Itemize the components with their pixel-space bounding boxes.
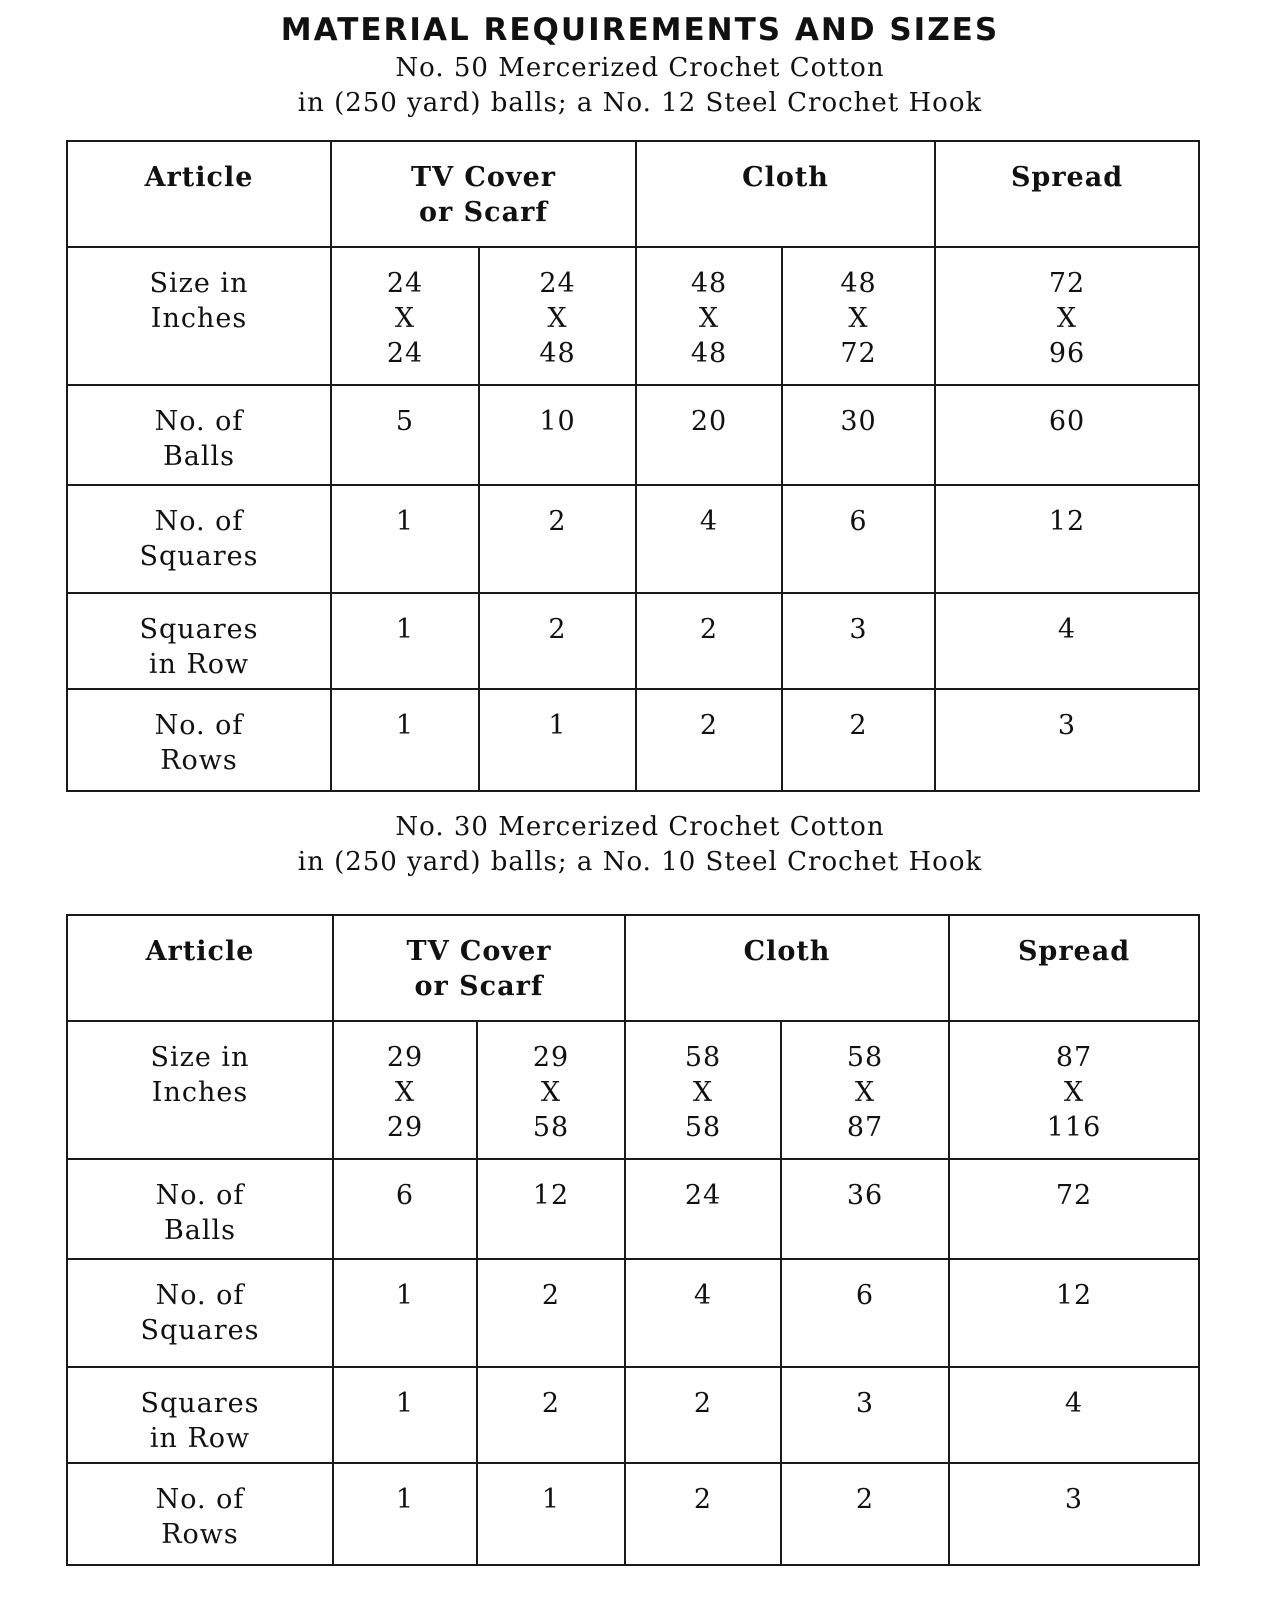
header-cloth: Cloth: [636, 141, 935, 247]
subtitle-line: in (250 yard) balls; a No. 12 Steel Crochet Hook: [297, 88, 983, 118]
balls-cell: 36: [781, 1159, 949, 1259]
table-row: [67, 593, 1199, 689]
size-cell: 24 X 24: [331, 247, 479, 385]
size-cell: 29 X 58: [477, 1021, 625, 1159]
squares-cell: 4: [636, 485, 782, 593]
size-cell: 87 X 116: [949, 1021, 1199, 1159]
balls-cell: 12: [477, 1159, 625, 1259]
squares-cell: 6: [782, 485, 935, 593]
squares-cell: 12: [935, 485, 1199, 593]
header-spread: Spread: [949, 915, 1199, 1021]
balls-cell: 5: [331, 385, 479, 485]
size-cell: 48 X 48: [636, 247, 782, 385]
subtitle-line: in (250 yard) balls; a No. 10 Steel Crochet Hook: [297, 847, 983, 877]
balls-cell: 10: [479, 385, 636, 485]
balls-cell: 60: [935, 385, 1199, 485]
row-label-balls: No. of Balls: [67, 1159, 333, 1259]
size-cell: 58 X 58: [625, 1021, 781, 1159]
header-article: Article: [67, 915, 333, 1021]
rows-cell: 1: [477, 1463, 625, 1565]
squares-cell: 6: [781, 1259, 949, 1367]
balls-cell: 24: [625, 1159, 781, 1259]
row-label-squares: No. of Squares: [67, 485, 331, 593]
size-cell: 29 X 29: [333, 1021, 477, 1159]
row-label-squares: No. of Squares: [67, 1259, 333, 1367]
table-row: [67, 385, 1199, 485]
squares-in-row-cell: 2: [625, 1367, 781, 1463]
balls-cell: 72: [949, 1159, 1199, 1259]
subtitle-line: No. 30 Mercerized Crochet Cotton: [395, 812, 885, 842]
rows-cell: 1: [479, 689, 636, 791]
table-row: [67, 1463, 1199, 1565]
header-row: [67, 915, 1199, 1021]
rows-cell: 2: [782, 689, 935, 791]
header-article: Article: [67, 141, 331, 247]
squares-cell: 4: [625, 1259, 781, 1367]
header-row: [67, 141, 1199, 247]
header-spread: Spread: [935, 141, 1199, 247]
squares-in-row-cell: 2: [479, 593, 636, 689]
size-cell: 72 X 96: [935, 247, 1199, 385]
squares-in-row-cell: 2: [636, 593, 782, 689]
subtitle-line: No. 50 Mercerized Crochet Cotton: [395, 53, 885, 83]
rows-cell: 3: [935, 689, 1199, 791]
size-cell: 58 X 87: [781, 1021, 949, 1159]
table-row: [67, 485, 1199, 593]
table-row: [67, 1021, 1199, 1159]
rows-cell: 2: [636, 689, 782, 791]
size-cell: 24 X 48: [479, 247, 636, 385]
rows-cell: 1: [333, 1463, 477, 1565]
table-row: [67, 1159, 1199, 1259]
squares-cell: 1: [331, 485, 479, 593]
row-label-balls: No. of Balls: [67, 385, 331, 485]
table-row: [67, 1259, 1199, 1367]
rows-cell: 2: [781, 1463, 949, 1565]
balls-cell: 30: [782, 385, 935, 485]
squares-cell: 2: [479, 485, 636, 593]
squares-in-row-cell: 3: [782, 593, 935, 689]
balls-cell: 20: [636, 385, 782, 485]
squares-in-row-cell: 1: [333, 1367, 477, 1463]
table-row: [67, 689, 1199, 791]
row-label-size: Size in Inches: [67, 1021, 333, 1159]
requirements-table-no50: [66, 140, 1200, 792]
row-label-rows: No. of Rows: [67, 1463, 333, 1565]
size-cell: 48 X 72: [782, 247, 935, 385]
balls-cell: 6: [333, 1159, 477, 1259]
row-label-squares-in-row: Squares in Row: [67, 593, 331, 689]
section-subtitle: [0, 810, 1280, 880]
section-subtitle: [0, 51, 1280, 121]
squares-in-row-cell: 1: [331, 593, 479, 689]
header-tv-cover: TV Cover or Scarf: [333, 915, 625, 1021]
squares-in-row-cell: 3: [781, 1367, 949, 1463]
squares-in-row-cell: 4: [935, 593, 1199, 689]
squares-cell: 2: [477, 1259, 625, 1367]
header-cloth: Cloth: [625, 915, 949, 1021]
rows-cell: 2: [625, 1463, 781, 1565]
table-row: [67, 1367, 1199, 1463]
requirements-table-no30: [66, 914, 1200, 1566]
row-label-squares-in-row: Squares in Row: [67, 1367, 333, 1463]
squares-in-row-cell: 2: [477, 1367, 625, 1463]
rows-cell: 1: [331, 689, 479, 791]
row-label-size: Size in Inches: [67, 247, 331, 385]
header-tv-cover: TV Cover or Scarf: [331, 141, 636, 247]
table-row: [67, 247, 1199, 385]
row-label-rows: No. of Rows: [67, 689, 331, 791]
squares-in-row-cell: 4: [949, 1367, 1199, 1463]
squares-cell: 12: [949, 1259, 1199, 1367]
rows-cell: 3: [949, 1463, 1199, 1565]
squares-cell: 1: [333, 1259, 477, 1367]
page-title: MATERIAL REQUIREMENTS AND SIZES: [280, 12, 1000, 48]
